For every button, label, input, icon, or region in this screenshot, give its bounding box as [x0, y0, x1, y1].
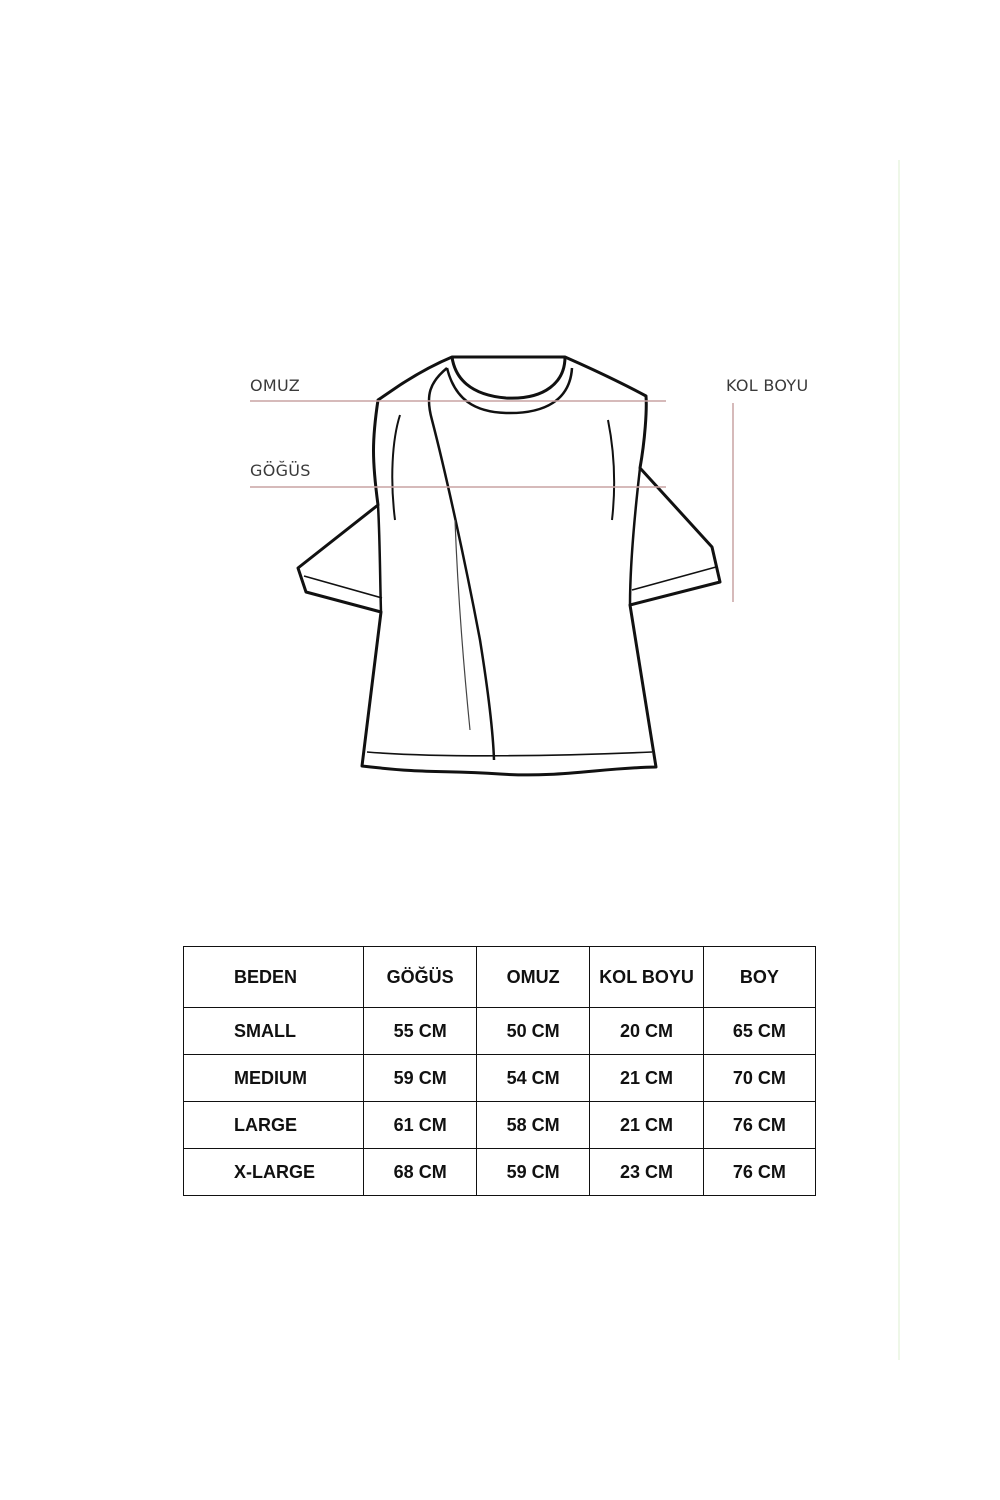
cell-shoulder: 58 CM	[476, 1102, 589, 1149]
cell-sleeve-length: 21 CM	[590, 1102, 703, 1149]
cell-length: 70 CM	[703, 1055, 815, 1102]
cell-size: X-LARGE	[184, 1149, 364, 1196]
cell-sleeve-length: 21 CM	[590, 1055, 703, 1102]
header-length: BOY	[703, 947, 815, 1008]
shoulder-label: OMUZ	[250, 376, 300, 395]
cell-chest: 61 CM	[364, 1102, 477, 1149]
cell-size: LARGE	[184, 1102, 364, 1149]
header-size: BEDEN	[184, 947, 364, 1008]
sleeve-length-label: KOL BOYU	[726, 376, 809, 395]
cell-shoulder: 50 CM	[476, 1008, 589, 1055]
cell-length: 76 CM	[703, 1149, 815, 1196]
table-row	[184, 1055, 816, 1102]
header-sleeve-length: KOL BOYU	[590, 947, 703, 1008]
table-row	[184, 1102, 816, 1149]
cell-chest: 59 CM	[364, 1055, 477, 1102]
header-chest: GÖĞÜS	[364, 947, 477, 1008]
size-chart-table	[183, 946, 816, 1196]
cell-chest: 55 CM	[364, 1008, 477, 1055]
table-row	[184, 1008, 816, 1055]
cell-sleeve-length: 23 CM	[590, 1149, 703, 1196]
table-header-row	[184, 947, 816, 1008]
cell-chest: 68 CM	[364, 1149, 477, 1196]
cell-length: 65 CM	[703, 1008, 815, 1055]
cell-length: 76 CM	[703, 1102, 815, 1149]
header-shoulder: OMUZ	[476, 947, 589, 1008]
tshirt-outline	[298, 357, 720, 775]
table-row	[184, 1149, 816, 1196]
cell-shoulder: 59 CM	[476, 1149, 589, 1196]
cell-shoulder: 54 CM	[476, 1055, 589, 1102]
cell-sleeve-length: 20 CM	[590, 1008, 703, 1055]
chest-label: GÖĞÜS	[250, 461, 311, 480]
cell-size: SMALL	[184, 1008, 364, 1055]
cell-size: MEDIUM	[184, 1055, 364, 1102]
